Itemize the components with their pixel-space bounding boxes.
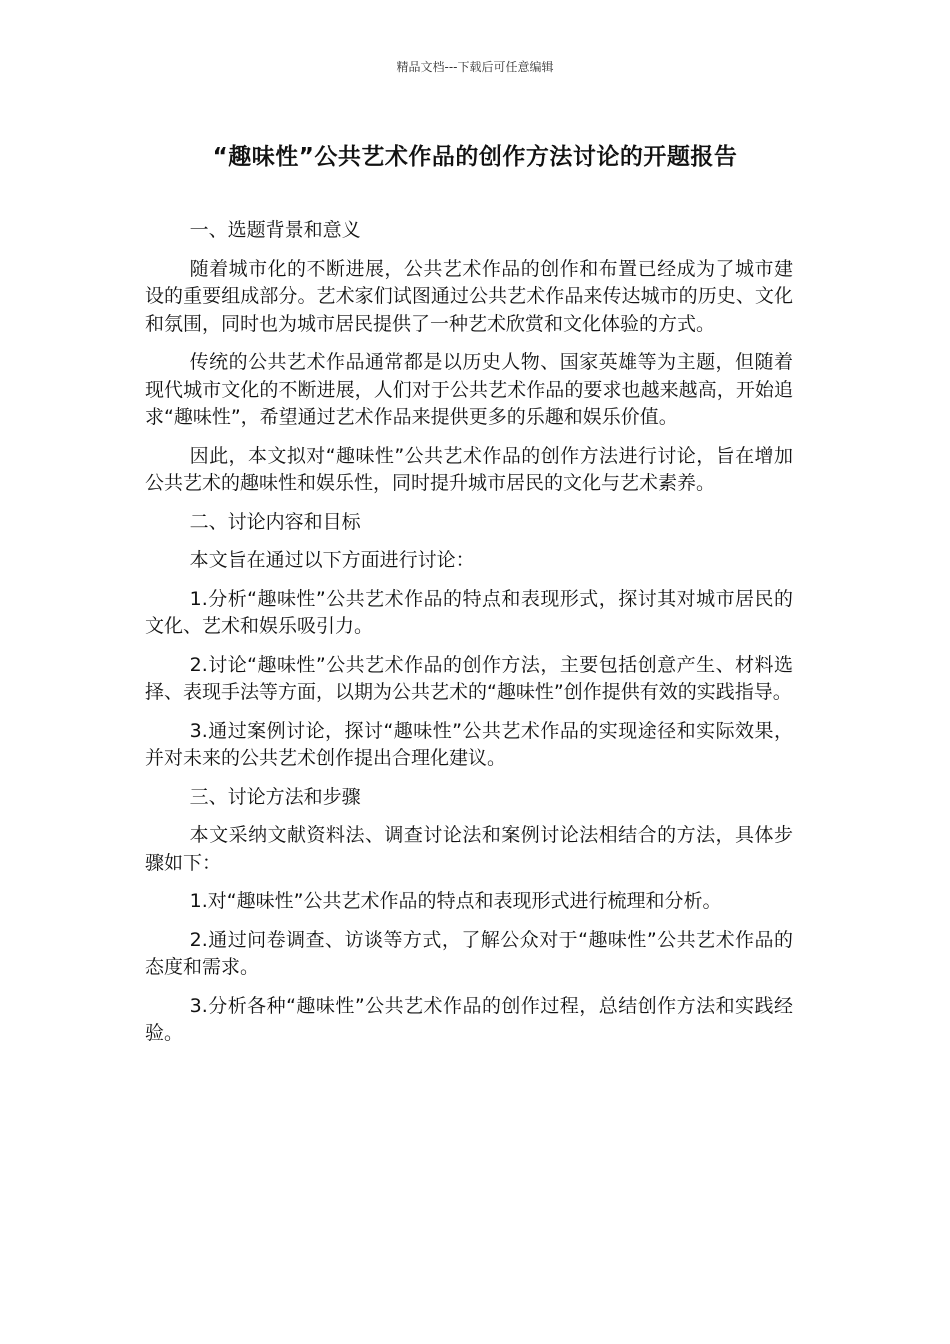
section-heading-content: 二、讨论内容和目标 xyxy=(189,510,361,533)
paragraph-method-intro: 本文采纳文献资料法、调查讨论法和案例讨论法相结合的方法，具体步骤如下： xyxy=(145,824,793,874)
list-item-method-2: 2.通过问卷调查、访谈等方式，了解公众对于“趣味性”公共艺术作品的态度和需求。 xyxy=(145,928,793,978)
paragraph-content-intro: 本文旨在通过以下方面进行讨论： xyxy=(189,549,475,571)
paragraph-background-3: 因此，本文拟对“趣味性”公共艺术作品的创作方法进行讨论，旨在增加公共艺术的趣味性和娱乐性，同时提升城市居民的文化与艺术素养。 xyxy=(145,444,793,494)
list-item-content-2: 2.讨论“趣味性”公共艺术作品的创作方法，主要包括创意产生、材料选择、表现手法等方面，以期为公共艺术的“趣味性”创作提供有效的实践指导。 xyxy=(145,653,793,703)
section-heading-method: 三、讨论方法和步骤 xyxy=(189,785,361,808)
document-body xyxy=(145,217,793,1059)
paragraph-background-2: 传统的公共艺术作品通常都是以历史人物、国家英雄等为主题，但随着现代城市文化的不断进展，人们对于公共艺术作品的要求也越来越高，开始追求“趣味性”，希望通过艺术作品来提供更多的乐趣和娱乐价值。 xyxy=(145,351,793,428)
list-item-content-3: 3.通过案例讨论，探讨“趣味性”公共艺术作品的实现途径和实际效果，并对未来的公共艺术创作提出合理化建议。 xyxy=(145,719,793,769)
paragraph-background-1: 随着城市化的不断进展，公共艺术作品的创作和布置已经成为了城市建设的重要组成部分。艺术家们试图通过公共艺术作品来传达城市的历史、文化和氛围，同时也为城市居民提供了一种艺术欣赏和文化体验的方式。 xyxy=(145,257,793,335)
page-header-note: 精品文档---下载后可任意编辑 xyxy=(396,60,554,74)
list-item-content-1: 1.分析“趣味性”公共艺术作品的特点和表现形式，探讨其对城市居民的文化、艺术和娱乐吸引力。 xyxy=(145,587,793,637)
list-item-method-1: 1.对“趣味性”公共艺术作品的特点和表现形式进行梳理和分析。 xyxy=(189,890,722,912)
list-item-method-3: 3.分析各种“趣味性”公共艺术作品的创作过程，总结创作方法和实践经验。 xyxy=(145,994,793,1044)
section-heading-background: 一、选题背景和意义 xyxy=(189,219,361,241)
document-title: “趣味性”公共艺术作品的创作方法讨论的开题报告 xyxy=(212,144,738,170)
